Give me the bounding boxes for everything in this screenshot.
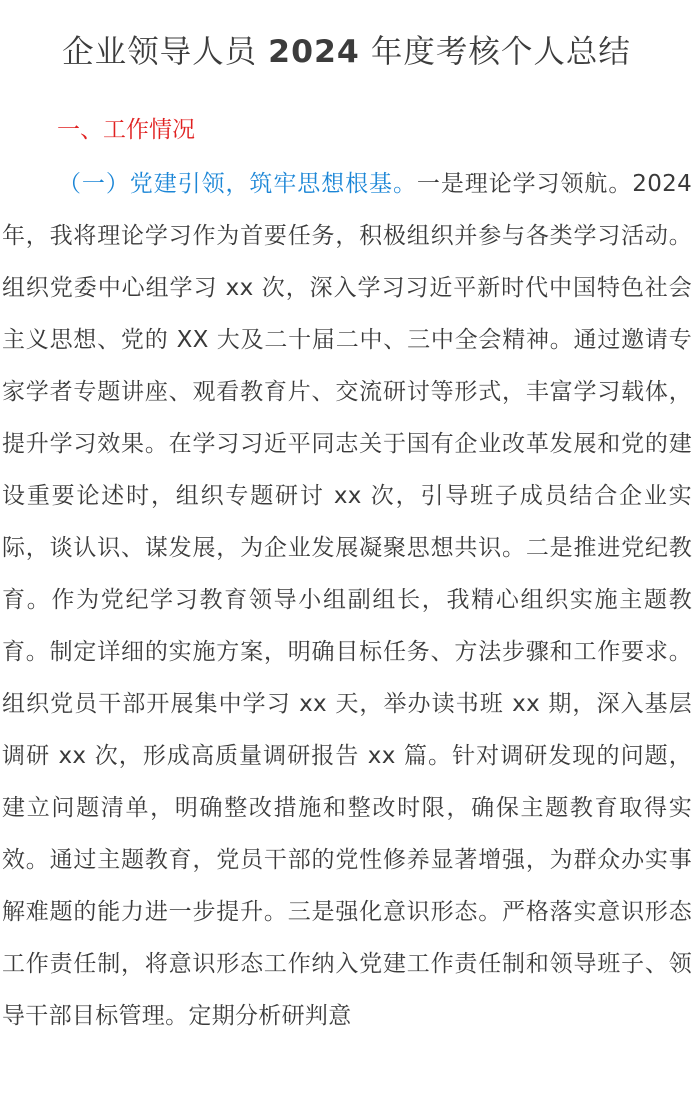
title-year: 2024 [268,34,360,70]
title-prefix: 企业领导人员 [62,34,269,70]
title-suffix: 年度考核个人总结 [359,34,631,70]
paragraph-subheading: （一）党建引领，筑牢思想根基。 [58,171,417,197]
paragraph-text: 一是理论学习领航。2024 年，我将理论学习作为首要任务，积极组织并参与各类学习活动。组织党委中心组学习 xx 次，深入学习习近平新时代中国特色社会主义思想、党的 XX 大及二十届二中、三中全会精神。通过邀请专家学者专题讲座、观看教育片、交流研讨等形式，丰富学习载体，提升学习效果。在学习习近平同志关于国有企业改革发展和党的建设重要论述时，组织专题研讨 xx 次，引导班子成员结合企业实际，谈认识、谋发展，为企业发展凝聚思想共识。二是推进党纪教育。作为党纪学习教育领导小组副组长，我精心组织实施主题教育。制定详细的实施方案，明确目标任务、方法步骤和工作要求。组织党员干部开展集中学习 xx 天，举办读书班 xx 期，深入基层调研 xx 次，形成高质量调研报告 xx 篇。针对调研发现的问题，建立问题清单，明确整改措施和整改时限，确保主题教育取得实效。通过主题教育，党员干部的党性修养显著增强，为群众办实事解难题的能力进一步提升。三是强化意识形态。严格落实意识形态工作责任制，将意识形态工作纳入党建工作责任制和领导班子、领导干部目标管理。定期分析研判意 [2,171,693,1029]
section-heading: 一、工作情况 [57,117,195,143]
document-title [0,28,693,76]
body-paragraph [2,158,692,1042]
